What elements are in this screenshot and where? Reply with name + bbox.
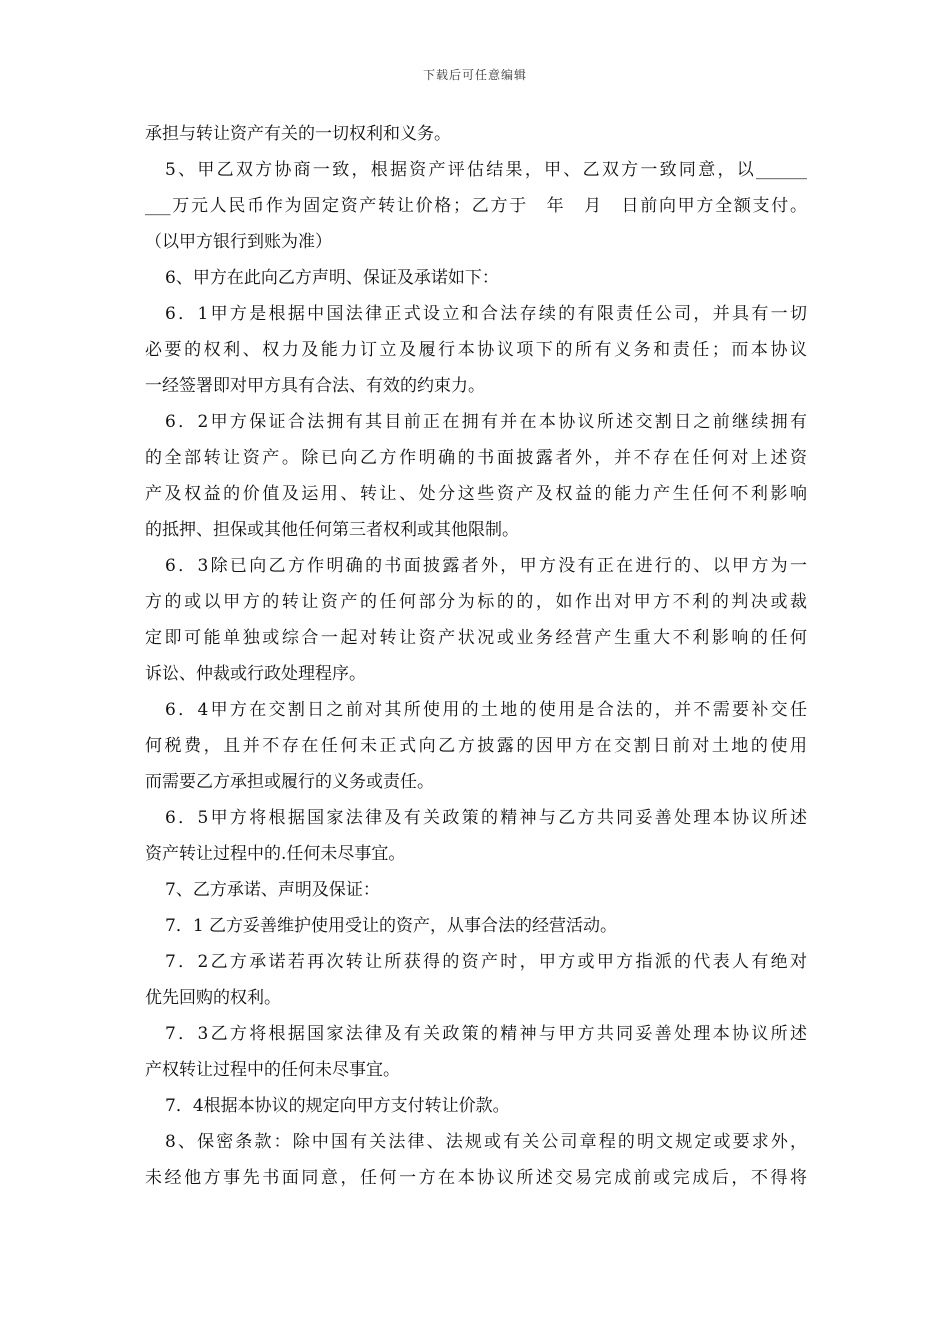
text-line: 7．3乙方将根据国家法律及有关政策的精神与甲方共同妥善处理本协议所述	[165, 1024, 807, 1044]
text-line: 的抵押、担保或其他任何第三者权利或其他限制。	[145, 520, 519, 540]
text-line: 6．5甲方将根据国家法律及有关政策的精神与乙方共同妥善处理本协议所述	[165, 808, 807, 828]
text-line: 承担与转让资产有关的一切权利和义务。	[145, 124, 451, 144]
text-line: 而需要乙方承担或履行的义务或责任。	[145, 772, 434, 792]
text-line: 资产转让过程中的.任何未尽事宜。	[145, 844, 406, 864]
document-body	[145, 116, 807, 1196]
text-line: 8、保密条款：除中国有关法律、法规或有关公司章程的明文规定或要求外，	[165, 1132, 807, 1152]
page-header: 下载后可任意编辑	[422, 68, 527, 82]
text-line: 7、乙方承诺、声明及保证：	[165, 880, 380, 900]
text-line: 方的或以甲方的转让资产的任何部分为标的的，如作出对甲方不利的判决或裁	[145, 592, 807, 612]
text-line: 6．1甲方是根据中国法律正式设立和合法存续的有限责任公司，并具有一切	[165, 304, 807, 324]
text-line: 的全部转让资产。除已向乙方作明确的书面披露者外，并不存在任何对上述资	[145, 448, 807, 468]
text-line: ___万元人民币作为固定资产转让价格；乙方于 年 月 日前向甲方全额支付。	[145, 196, 807, 216]
text-line: 定即可能单独或综合一起对转让资产状况或业务经营产生重大不利影响的任何	[145, 628, 807, 648]
text-line: 7．4根据本协议的规定向甲方支付转让价款。	[165, 1096, 510, 1116]
text-line: 一经签署即对甲方具有合法、有效的约束力。	[145, 376, 485, 396]
text-line: 6．2甲方保证合法拥有其目前正在拥有并在本协议所述交割日之前继续拥有	[165, 412, 807, 432]
text-line: 何税费，且并不存在任何未正式向乙方披露的因甲方在交割日前对土地的使用	[145, 736, 807, 756]
text-line: 产权转让过程中的任何未尽事宜。	[145, 1060, 400, 1080]
text-line: 6、甲方在此向乙方声明、保证及承诺如下：	[165, 268, 499, 288]
text-line: 未经他方事先书面同意，任何一方在本协议所述交易完成前或完成后，不得将	[145, 1168, 807, 1188]
text-line: 优先回购的权利。	[145, 988, 281, 1008]
text-line: 7．1 乙方妥善维护使用受让的资产，从事合法的经营活动。	[165, 916, 618, 936]
text-line: 6．4甲方在交割日之前对其所使用的土地的使用是合法的，并不需要补交任	[165, 700, 807, 720]
text-line: 5、甲乙双方协商一致，根据资产评估结果，甲、乙双方一致同意，以______	[165, 160, 807, 180]
text-line: 7．2乙方承诺若再次转让所获得的资产时，甲方或甲方指派的代表人有绝对	[165, 952, 807, 972]
text-line: 产及权益的价值及运用、转让、处分这些资产及权益的能力产生任何不利影响	[145, 484, 807, 504]
text-line: （以甲方银行到账为准）	[145, 232, 332, 252]
text-line: 必要的权利、权力及能力订立及履行本协议项下的所有义务和责任；而本协议	[145, 340, 807, 360]
text-line: 6．3除已向乙方作明确的书面披露者外，甲方没有正在进行的、以甲方为一	[165, 556, 807, 576]
text-line: 诉讼、仲裁或行政处理程序。	[145, 664, 366, 684]
